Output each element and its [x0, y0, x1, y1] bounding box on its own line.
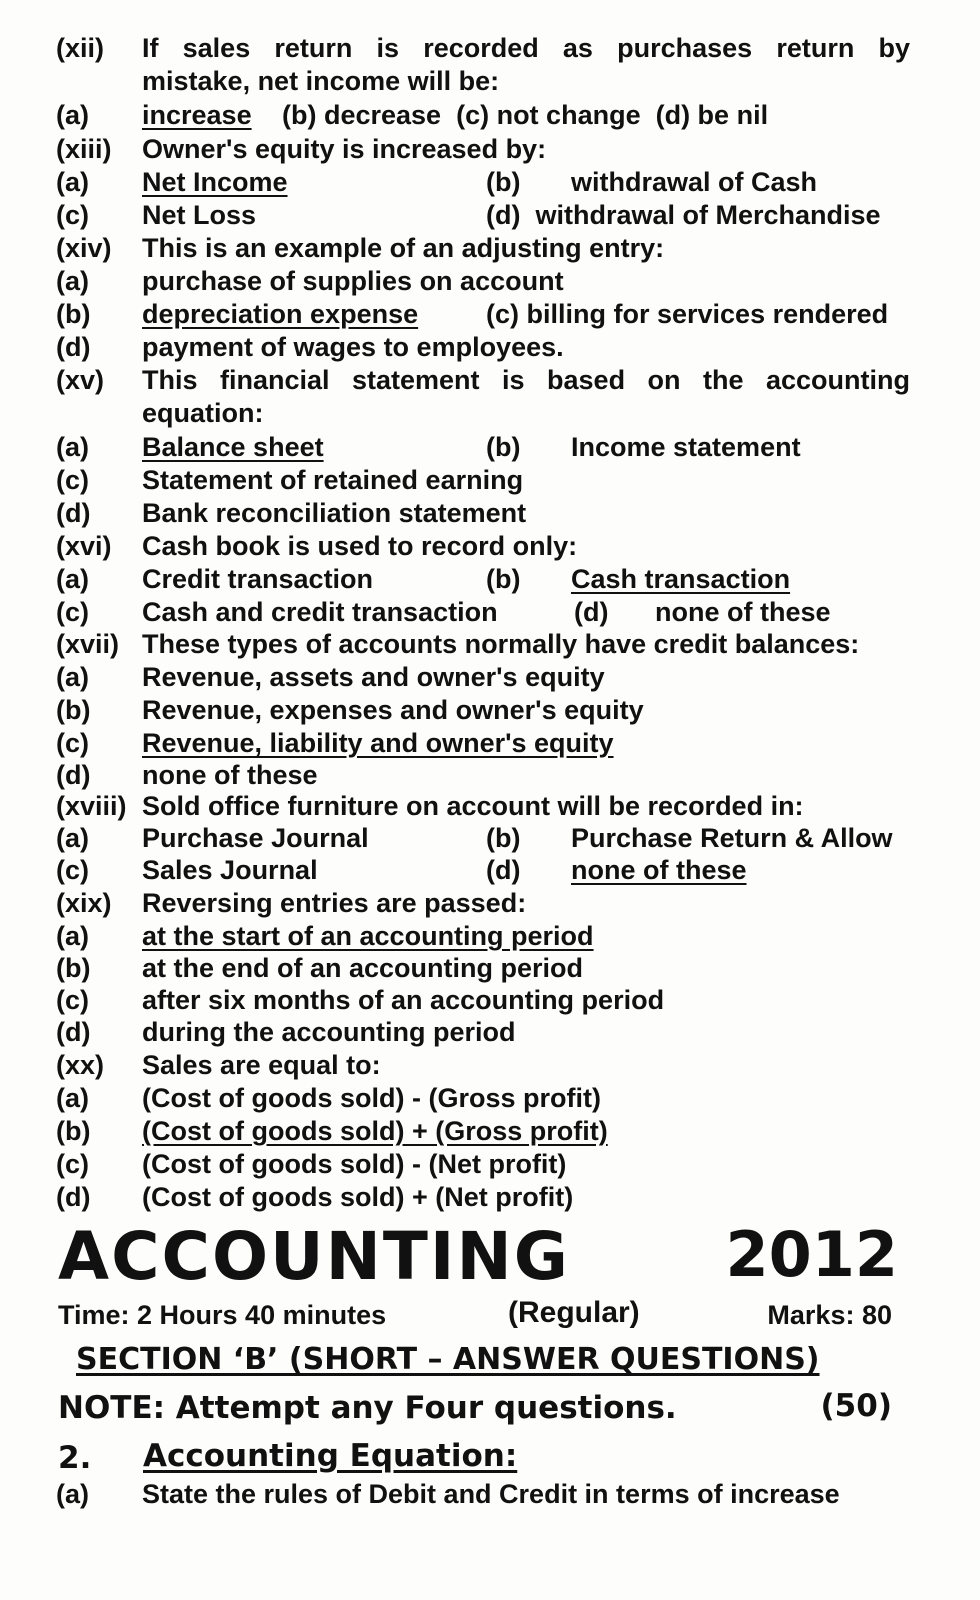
option-text: payment of wages to employees.	[142, 332, 564, 362]
option-text: (d) withdrawal of Merchandise	[486, 200, 881, 230]
option-text: Revenue, expenses and owner's equity	[142, 695, 644, 725]
q18-stem	[0, 790, 980, 823]
section-marks: (50)	[820, 1388, 892, 1424]
option-label: (d)	[56, 498, 91, 528]
option-label: (b)	[56, 299, 91, 329]
q15-option-d	[0, 497, 980, 530]
question-text: Sales are equal to:	[142, 1050, 381, 1080]
option-label: (b)	[486, 564, 521, 594]
option-label: (a)	[56, 266, 89, 296]
option-text: none of these	[142, 760, 318, 790]
question-text: Reversing entries are passed:	[142, 888, 527, 918]
section-heading: SECTION ‘B’ (SHORT – ANSWER QUESTIONS)	[76, 1342, 820, 1377]
option-text: (Cost of goods sold) - (Net profit)	[142, 1149, 567, 1179]
option-text: during the accounting period	[142, 1017, 516, 1047]
question-number: 2.	[58, 1440, 92, 1476]
question-text: Sold office furniture on account will be recorded in:	[142, 791, 804, 821]
option-text: (b) decrease (c) not change (d) be nil	[282, 100, 769, 130]
option-label: (b)	[486, 432, 521, 462]
q19-option-b	[0, 952, 980, 985]
q16-stem	[0, 530, 980, 563]
correct-answer: Revenue, liability and owner's equity	[142, 728, 614, 758]
option-label: (c)	[56, 728, 89, 758]
option-text: purchase of supplies on account	[142, 266, 564, 296]
option-label: (d)	[56, 760, 91, 790]
correct-answer: Balance sheet	[142, 432, 324, 462]
option-text: (Cost of goods sold) + (Net profit)	[142, 1182, 574, 1212]
q19-option-c	[0, 984, 980, 1017]
q12-stem-line1	[0, 32, 980, 65]
option-label: (a)	[56, 921, 89, 951]
option-label: (a)	[56, 1479, 89, 1509]
option-text: (c) billing for services rendered	[486, 299, 889, 329]
q20-option-c	[0, 1148, 980, 1181]
q20-option-a	[0, 1082, 980, 1115]
option-label: (b)	[486, 823, 521, 853]
question-number: (xvii)	[56, 629, 120, 659]
q12-options	[0, 99, 980, 132]
option-text: after six months of an accounting period	[142, 985, 665, 1015]
option-label: (c)	[56, 1149, 89, 1179]
correct-answer: (Cost of goods sold) + (Gross profit)	[142, 1116, 608, 1146]
option-label: (a)	[56, 823, 89, 853]
q17-option-c	[0, 727, 980, 760]
option-text: none of these	[655, 597, 831, 627]
q20-option-b	[0, 1115, 980, 1148]
q18-options-cd	[0, 854, 980, 887]
q16-options-ab	[0, 563, 980, 596]
option-text: Purchase Journal	[142, 823, 369, 853]
question-number: (xviii)	[56, 791, 127, 821]
q17-option-a	[0, 661, 980, 694]
note-text: NOTE: Attempt any Four questions.	[58, 1390, 677, 1426]
question-text: This is an example of an adjusting entry:	[142, 233, 665, 263]
option-label: (c)	[56, 200, 89, 230]
paper-title: ACCOUNTING	[58, 1218, 570, 1295]
paper-year: 2012	[725, 1218, 898, 1291]
q13-options-ab	[0, 166, 980, 199]
q19-stem	[0, 887, 980, 920]
question-number: (xv)	[56, 365, 105, 395]
q17-option-d	[0, 759, 980, 792]
option-label: (b)	[56, 695, 91, 725]
option-text: Income statement	[571, 432, 801, 462]
correct-answer: at the start of an accounting period	[142, 921, 594, 951]
q17-option-b	[0, 694, 980, 727]
option-label: (d)	[56, 332, 91, 362]
q14-options-bc	[0, 298, 980, 331]
option-text: withdrawal of Cash	[571, 167, 818, 197]
q20-option-d	[0, 1181, 980, 1214]
question-text: mistake, net income will be:	[142, 66, 500, 96]
q15-stem-line1	[0, 364, 980, 397]
q12-stem-line2	[0, 65, 980, 98]
question-text: Owner's equity is increased by:	[142, 134, 547, 164]
q14-stem	[0, 232, 980, 265]
time-allowed: Time: 2 Hours 40 minutes	[58, 1300, 387, 1330]
q20-stem	[0, 1049, 980, 1082]
option-label: (a)	[56, 564, 89, 594]
option-label: (a)	[56, 167, 89, 197]
option-text: Cash and credit transaction	[142, 597, 498, 627]
option-label: (d)	[56, 1017, 91, 1047]
q15-stem-line2	[0, 397, 980, 430]
q18-options-ab	[0, 822, 980, 855]
q14-option-d	[0, 331, 980, 364]
question-text: State the rules of Debit and Credit in terms of increase	[142, 1479, 840, 1509]
option-label: (b)	[56, 1116, 91, 1146]
question-text: This financial statement is based on the accounting	[142, 365, 910, 395]
question-number: (xix)	[56, 888, 112, 918]
q13-stem	[0, 133, 980, 166]
option-label: (a)	[56, 1083, 89, 1113]
question-number: (xiii)	[56, 134, 112, 164]
q19-option-a	[0, 920, 980, 953]
question-number: (xx)	[56, 1050, 105, 1080]
q17-stem	[0, 628, 980, 661]
q16-options-cd	[0, 596, 980, 629]
option-text: Credit transaction	[142, 564, 374, 594]
correct-answer: depreciation expense	[142, 299, 419, 329]
option-text: Statement of retained earning	[142, 465, 524, 495]
q15-options-ab	[0, 431, 980, 464]
option-label: (c)	[56, 597, 89, 627]
question-number: (xii)	[56, 33, 105, 63]
question-text: If sales return is recorded as purchases return by	[142, 33, 910, 63]
option-text: (Cost of goods sold) - (Gross profit)	[142, 1083, 601, 1113]
option-label: (d)	[574, 597, 609, 627]
question-number: (xiv)	[56, 233, 112, 263]
total-marks: Marks: 80	[767, 1300, 892, 1330]
question-number: (xvi)	[56, 531, 112, 561]
option-label: (d)	[486, 855, 521, 885]
option-text: Net Loss	[142, 200, 257, 230]
option-text: at the end of an accounting period	[142, 953, 584, 983]
option-label: (c)	[56, 465, 89, 495]
q13-options-cd	[0, 199, 980, 232]
option-label: (a)	[56, 432, 89, 462]
q2-part-a	[0, 1478, 980, 1511]
question-text: Cash book is used to record only:	[142, 531, 578, 561]
question-title: Accounting Equation:	[143, 1438, 518, 1474]
correct-answer: increase	[142, 100, 252, 130]
option-label: (d)	[56, 1182, 91, 1212]
option-text: Sales Journal	[142, 855, 318, 885]
option-label: (c)	[56, 855, 89, 885]
exam-type: (Regular)	[508, 1296, 640, 1329]
q19-option-d	[0, 1016, 980, 1049]
option-text: Bank reconciliation statement	[142, 498, 527, 528]
correct-answer: Cash transaction	[571, 564, 791, 594]
option-text: Revenue, assets and owner's equity	[142, 662, 605, 692]
option-label: (c)	[56, 985, 89, 1015]
correct-answer: Net Income	[142, 167, 288, 197]
question-text: equation:	[142, 398, 264, 428]
q15-option-c	[0, 464, 980, 497]
option-label: (b)	[56, 953, 91, 983]
option-text: Purchase Return & Allow	[571, 823, 893, 853]
question-text: These types of accounts normally have credit balances:	[142, 629, 860, 659]
q14-option-a	[0, 265, 980, 298]
option-label: (a)	[56, 100, 89, 130]
option-label: (a)	[56, 662, 89, 692]
option-label: (b)	[486, 167, 521, 197]
correct-answer: none of these	[571, 855, 747, 885]
